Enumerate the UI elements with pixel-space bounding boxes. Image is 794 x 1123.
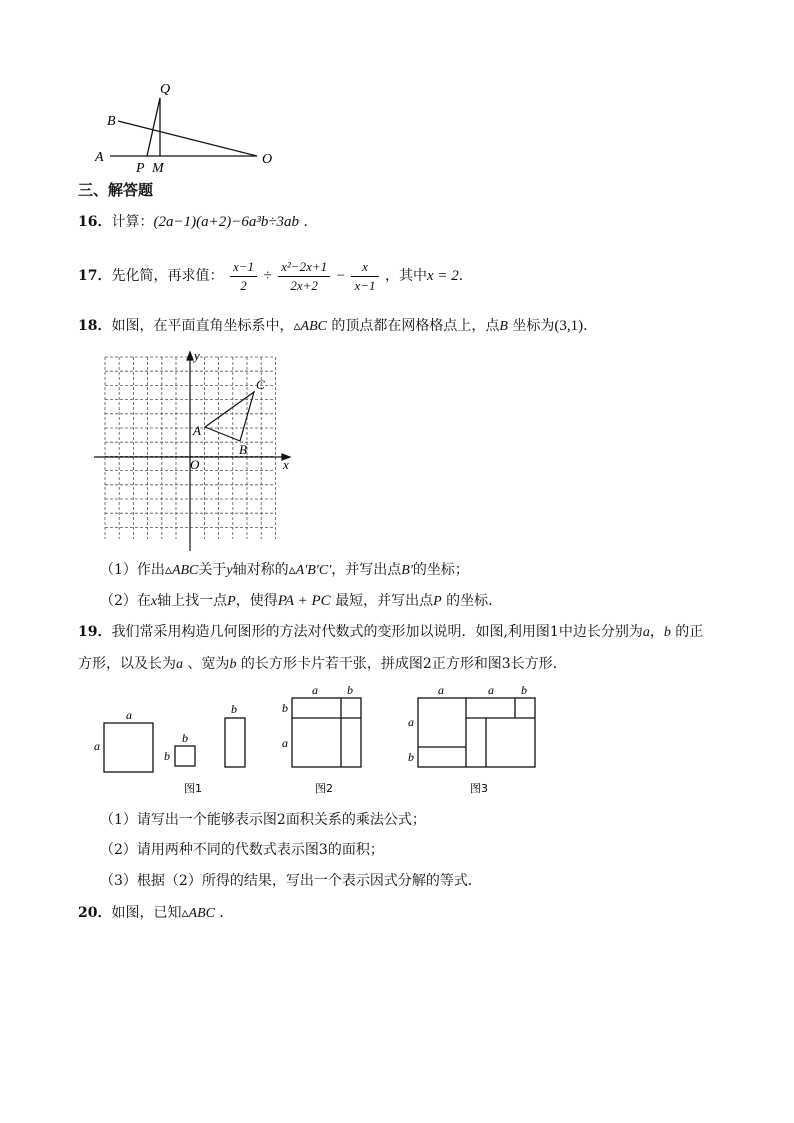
fig3-outer-rect [418, 698, 535, 767]
caption-fig3: 图3 [470, 782, 488, 795]
q18-end: ． [583, 318, 598, 334]
q19-l2-b: 、宽为 [187, 656, 230, 672]
q18-text-b: 的顶点都在网格格点上，点 [331, 318, 500, 334]
fig2-outer-square [292, 698, 361, 767]
q18-p1-a: （1）作出 [100, 562, 165, 578]
question-16 [78, 212, 318, 232]
q16-number: 16． [78, 214, 112, 230]
fig1-square-a [104, 723, 153, 772]
q18-triangle: ▵ABC [293, 319, 327, 334]
q19-l1-a: 我们常采用构造几何图形的方法对代数式的变形加以说明．如图,利用图1中边长分别为 [111, 624, 643, 640]
q19-line-1 [78, 622, 703, 643]
fig3-label-top-b: b [521, 683, 527, 697]
label-Q: Q [160, 82, 171, 97]
q18-part-2 [100, 591, 502, 612]
label-B: B [239, 442, 247, 457]
q19-number: 19． [78, 624, 112, 640]
q19-part-2: （2）请用两种不同的代数式表示图3的面积； [100, 842, 384, 858]
q18-p2-b: 轴上找一点 [157, 593, 228, 609]
q18-number: 18． [78, 318, 112, 334]
fig1-square-b [175, 746, 195, 766]
fig1-label-side-b: b [164, 749, 170, 763]
q19-l2-c: 的长方形卡片若干张，拼成图2正方形和图3长方形． [240, 656, 567, 672]
fig1-label-top-b: b [182, 731, 188, 745]
q19-l1-var-b: b [663, 625, 671, 640]
fig3-label-top-a2: a [488, 683, 494, 697]
q18-p1-c: 轴对称的 [232, 562, 289, 578]
fig2-label-side-a: a [282, 736, 288, 750]
q20-end: ． [219, 905, 234, 921]
q17-f1-den: 2 [240, 277, 247, 293]
q17-f2-den: 2x+2 [290, 277, 318, 293]
q17-fraction-1 [230, 258, 257, 295]
coordinate-grid-figure [90, 345, 300, 557]
q20-text: 如图，已知 [111, 905, 182, 921]
q18-p1-triangle: ▵ABC [164, 563, 199, 578]
q17-op1: ÷ [263, 268, 272, 284]
q17-fraction-2 [278, 258, 330, 295]
q17-end: ． [458, 268, 473, 284]
label-B: B [107, 114, 116, 129]
q18-p2-expression: PA + PC [277, 593, 331, 609]
q18-text-c: 坐标为 [512, 318, 555, 334]
y-axis-arrow [187, 352, 193, 360]
line-BO [118, 121, 257, 156]
q19-l2-a: 方形，以及长为 [78, 656, 176, 672]
q19-l1-sep: ， [649, 624, 664, 640]
q17-f3-num: x [351, 258, 378, 277]
section-title: 三、解答题 [78, 181, 154, 199]
area-figures [88, 682, 548, 802]
q18-p2-e: 的坐标． [446, 593, 503, 609]
q16-end: ． [303, 214, 318, 230]
fig1-rectangle-ab [225, 718, 245, 767]
q18-part-1 [100, 560, 469, 581]
caption-fig2: 图2 [315, 782, 333, 795]
q19-part-1: （1）请写出一个能够表示图2面积关系的乘法公式； [100, 812, 426, 828]
q18-point-b: B [499, 319, 508, 334]
q18-p1-e: 的坐标； [412, 562, 469, 578]
q17-condition: x = 2 [426, 268, 459, 284]
label-A: A [193, 423, 201, 438]
q18-p1-point: B′ [401, 563, 413, 578]
q18-p1-triangle-2: ▵A′B′C′ [288, 563, 332, 578]
q18-p1-d: ，并写出点 [331, 562, 402, 578]
question-17 [78, 256, 473, 296]
q17-op2: − [336, 268, 346, 284]
fig2-label-top-a: a [312, 683, 318, 697]
label-origin: O [190, 457, 200, 472]
q17-f2-num: x²−2x+1 [278, 258, 330, 277]
line-QP [147, 98, 160, 156]
question-20 [78, 903, 233, 924]
label-x: x [283, 457, 289, 472]
label-C: C [256, 377, 265, 392]
fig3-label-top-a1: a [438, 683, 444, 697]
q16-expression: (2a−1)(a+2)−6a³b÷3ab [153, 214, 300, 230]
q19-l1-b: 的正 [675, 624, 704, 640]
q16-lead: 计算： [111, 214, 154, 230]
top-geometry-figure [85, 78, 295, 178]
fig2-label-side-b: b [282, 701, 288, 715]
q17-f1-num: x−1 [230, 258, 257, 277]
fig3-label-side-a: a [408, 715, 414, 729]
label-A: A [95, 150, 104, 165]
label-M: M [152, 161, 164, 176]
q17-f3-den: x−1 [354, 277, 376, 293]
q20-triangle: ▵ABC [181, 906, 215, 921]
q19-l2-var-b: b [229, 657, 237, 672]
label-P: P [136, 161, 145, 176]
q17-number: 17． [78, 268, 112, 284]
q19-part-3: （3）根据（2）所得的结果，写出一个表示因式分解的等式． [100, 873, 482, 889]
q17-fraction-3 [351, 258, 378, 295]
q18-p2-d: 最短，并写出点 [335, 593, 434, 609]
question-18 [78, 316, 597, 337]
q18-p2-point: P [227, 594, 236, 609]
caption-fig1: 图1 [184, 782, 202, 795]
fig1-label-side-a: a [94, 739, 100, 753]
q18-coordinate: (3,1) [554, 318, 584, 334]
fig3-label-side-b: b [408, 750, 414, 764]
q19-l1-var-a: a [642, 625, 650, 640]
q18-text-a: 如图，在平面直角坐标系中， [111, 318, 294, 334]
q18-p2-point-2: P [433, 594, 442, 609]
fig2-label-top-b: b [347, 683, 353, 697]
q17-tail: ，其中 [384, 268, 427, 284]
q19-l2-var-a: a [176, 657, 183, 672]
q18-p1-b: 关于 [198, 562, 227, 578]
q18-p2-axis: x [150, 594, 158, 609]
label-O: O [262, 152, 273, 167]
q17-lead: 先化简，再求值： [111, 268, 224, 284]
fig1-label-rect-b: b [231, 702, 237, 716]
fig1-label-top-a: a [126, 708, 132, 722]
q18-p2-a: （2）在 [100, 593, 151, 609]
q19-line-2 [78, 654, 567, 675]
label-y: y [194, 348, 200, 363]
q20-number: 20． [78, 905, 112, 921]
q18-p2-c: ，使得 [235, 593, 278, 609]
q18-p1-axis: y [226, 563, 233, 578]
